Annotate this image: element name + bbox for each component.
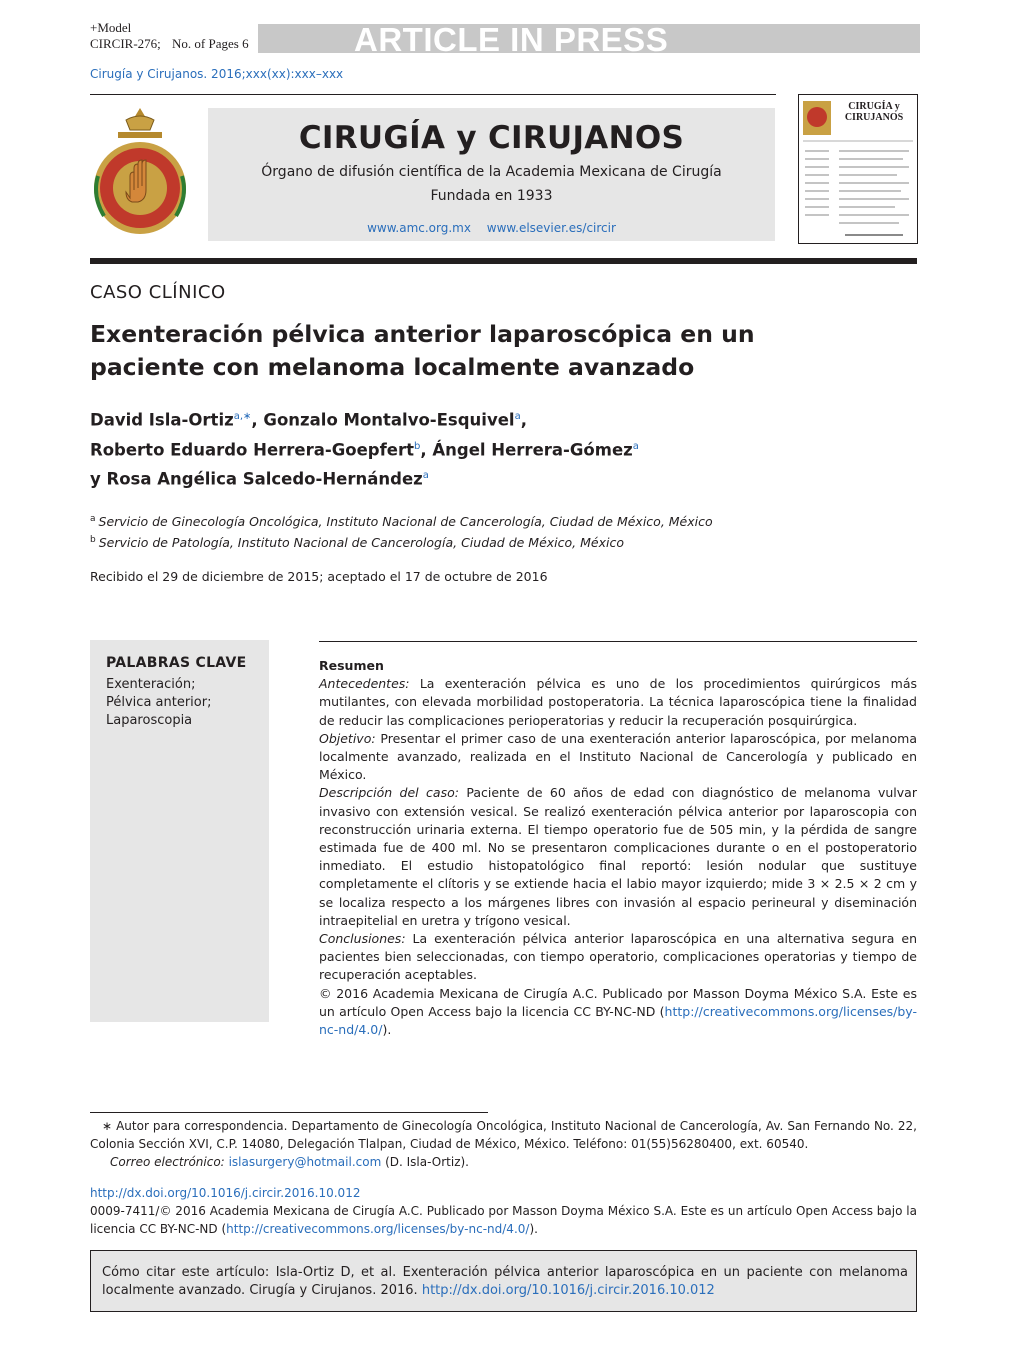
issn-text: 0009-7411/© 2016 Academia Mexicana de Cirugía A.C. Publicado por Masson Doyma México S.A. Este es un artículo Open Access bajo la licencia CC BY-NC-ND ( xyxy=(90,1204,917,1236)
label-caso: Descripción del caso: xyxy=(319,785,459,801)
journal-url-amc[interactable]: www.amc.org.mx xyxy=(367,221,471,235)
label-conclusiones: Conclusiones: xyxy=(319,931,406,947)
copyright-text: © 2016 Academia Mexicana de Cirugía A.C. Publicado por Masson Doyma México S.A. Este es un artículo Open Access bajo la licencia CC BY-NC-ND ( xyxy=(319,985,917,1019)
section-label: CASO CLÍNICO xyxy=(90,282,226,303)
ref-code: CIRCIR-276; xyxy=(90,36,161,51)
author-separator: , xyxy=(251,410,264,430)
keywords-box xyxy=(90,640,269,1022)
cite-doi-link[interactable]: http://dx.doi.org/10.1016/j.circir.2016.10.012 xyxy=(421,1283,715,1298)
issn-end: ). xyxy=(529,1222,538,1236)
abstract-conclusions xyxy=(319,930,917,985)
footnote-rule xyxy=(90,1112,488,1113)
journal-masthead xyxy=(208,108,775,241)
abstract-heading: Resumen xyxy=(319,658,384,673)
affiliations xyxy=(90,510,890,552)
keywords-list xyxy=(106,676,211,730)
issn-license-link[interactable]: http://creativecommons.org/licenses/by-nc-nd/4.0/ xyxy=(226,1222,530,1236)
text-conclusiones: La exenteración pélvica anterior laparoscópica en una alternativa segura en pacientes bien seleccionadas, con tiempo operatorio, complicaciones operatorias y tiempo de recuperación aceptables. xyxy=(319,931,917,983)
author-name[interactable]: Roberto Eduardo Herrera-Goepfert xyxy=(90,440,414,459)
email-link[interactable]: islasurgery@hotmail.com xyxy=(228,1155,382,1169)
author-separator: , xyxy=(520,410,527,430)
author-affil-mark[interactable]: b xyxy=(414,440,421,452)
cite-text: Cómo citar este artículo: Isla-Ortiz D, et al. Exenteración pélvica anterior laparoscópica en un paciente con melanoma localmente avanzado. Cirugía y Cirujanos. 2016. xyxy=(102,1265,908,1298)
abstract-objective xyxy=(319,730,917,785)
article-title: Exenteración pélvica anterior laparoscópica en un paciente con melanoma localmente avanzado xyxy=(90,320,755,381)
journal-cover-thumbnail[interactable] xyxy=(798,94,918,244)
received-dates: Recibido el 29 de diciembre de 2015; aceptado el 17 de octubre de 2016 xyxy=(90,569,548,584)
keywords-heading: PALABRAS CLAVE xyxy=(106,655,247,671)
journal-urls xyxy=(208,221,775,235)
abstract xyxy=(319,657,917,1039)
abstract-copyright xyxy=(319,985,917,1040)
copyright-end: ). xyxy=(382,1022,392,1038)
abstract-rule xyxy=(319,641,917,642)
affiliation-text: Servicio de Patología, Instituto Nacional de Cancerología, Ciudad de México, México xyxy=(98,535,624,551)
author-name[interactable]: Ángel Herrera-Gómez xyxy=(432,440,633,459)
email-owner: (D. Isla-Ortiz). xyxy=(385,1155,469,1169)
journal-founded: Fundada en 1933 xyxy=(430,188,553,204)
author-affil-mark[interactable]: a xyxy=(422,470,429,481)
author-name[interactable]: Gonzalo Montalvo-Esquivel xyxy=(263,410,515,430)
abstract-case xyxy=(319,784,917,930)
issn-copyright xyxy=(90,1202,917,1238)
divider xyxy=(90,94,776,95)
article-meta xyxy=(90,20,249,52)
author-name[interactable]: David Isla-Ortiz xyxy=(90,410,234,430)
cite-text-block xyxy=(102,1264,908,1300)
license-link[interactable]: http://creativecommons.org/licenses/by-nc-nd/4.0/ xyxy=(319,1003,917,1038)
article-in-press-banner xyxy=(258,21,920,58)
footnote-text: ∗ Autor para correspondencia. Departamento de Ginecología Oncológica, Instituto Nacional de Cancerología, Av. San Fernando No. 22, Colonia Sección XVI, C.P. 14080, Delegación Tlalpan, Ciudad de México, México. Teléfono: 01(55)56280400, ext. 60540. xyxy=(90,1119,917,1151)
cover-title: CIRUGÍA y CIRUJANOS xyxy=(844,101,904,123)
journal-url-elsevier[interactable]: www.elsevier.es/circir xyxy=(486,221,616,235)
how-to-cite-box xyxy=(90,1250,917,1312)
keyword-item: Pélvica anterior; xyxy=(106,695,212,710)
affiliation-mark: b xyxy=(90,535,96,546)
model-label: +Model xyxy=(90,20,132,35)
affiliation-item xyxy=(90,510,890,531)
abstract-background xyxy=(319,675,917,730)
affiliation-mark: a xyxy=(90,514,96,524)
header-rule xyxy=(90,258,917,264)
text-antecedentes: La exenteración pélvica es uno de los procedimientos quirúrgicos más mutilantes, con elevada morbilidad postoperatoria. La técnica laparoscópica tiene la finalidad de reducir las complicaciones perioperatorias y reducir la recuperación posquirúrgica. xyxy=(319,676,917,728)
label-antecedentes: Antecedentes: xyxy=(319,676,410,692)
footnote-email-line xyxy=(90,1153,917,1171)
author-affil-mark[interactable]: a xyxy=(514,411,521,422)
affiliation-text: Servicio de Ginecología Oncológica, Instituto Nacional de Cancerología, Ciudad de México, México xyxy=(98,514,713,530)
keyword-item: Exenteración; xyxy=(106,677,196,692)
text-objetivo: Presentar el primer caso de una exenteración anterior laparoscópica, por melanoma localmente avanzado, realizada en el Instituto Nacional de Cancerología y publicado en México. xyxy=(319,730,917,783)
correspondence-footnote xyxy=(90,1117,917,1171)
author-separator: , xyxy=(420,440,433,459)
label-objetivo: Objetivo: xyxy=(319,730,376,746)
keyword-item: Laparoscopia xyxy=(106,713,193,728)
email-label: Correo electrónico: xyxy=(110,1155,225,1169)
page-count: No. of Pages 6 xyxy=(172,36,249,51)
author-affil-mark[interactable]: a xyxy=(632,440,639,452)
affiliation-item xyxy=(90,531,890,552)
author-affil-mark[interactable]: a,∗ xyxy=(233,411,252,422)
doi-link[interactable]: http://dx.doi.org/10.1016/j.circir.2016.10.012 xyxy=(90,1186,361,1200)
author-name[interactable]: y Rosa Angélica Salcedo-Hernández xyxy=(90,469,423,489)
journal-subtitle: Órgano de difusión científica de la Academia Mexicana de Cirugía xyxy=(261,164,722,180)
journal-cite-line[interactable]: Cirugía y Cirujanos. 2016;xxx(xx):xxx–xxx xyxy=(90,67,344,81)
author-list xyxy=(90,404,810,493)
text-caso: Paciente de 60 años de edad con diagnóstico de melanoma vulvar invasivo con extensión vesical. Se realizó exenteración pélvica anterior por laparoscopia con reconstrucción urinaria externa. El tiempo operatorio fue de 505 min, y la pérdida de sangre estimada fue de 400 ml. No se presentaron complicaciones durante o en el postoperatorio inmediato. El estudio histopatológico final reportó: lesión nodular que sustituye completamente el clítoris y se extiende hacia el labio mayor izquierdo; mide 3 × 2.5 × 2 cm y se localiza respecto a los márgenes libres con invasión al espacio perineural y diseminación intraepitelial en uretra y trígono vesical. xyxy=(319,785,917,928)
banner-text: ARTICLE IN PRESS xyxy=(354,21,669,58)
academy-logo xyxy=(90,106,190,238)
journal-title: CIRUGÍA y CIRUJANOS xyxy=(298,120,685,156)
